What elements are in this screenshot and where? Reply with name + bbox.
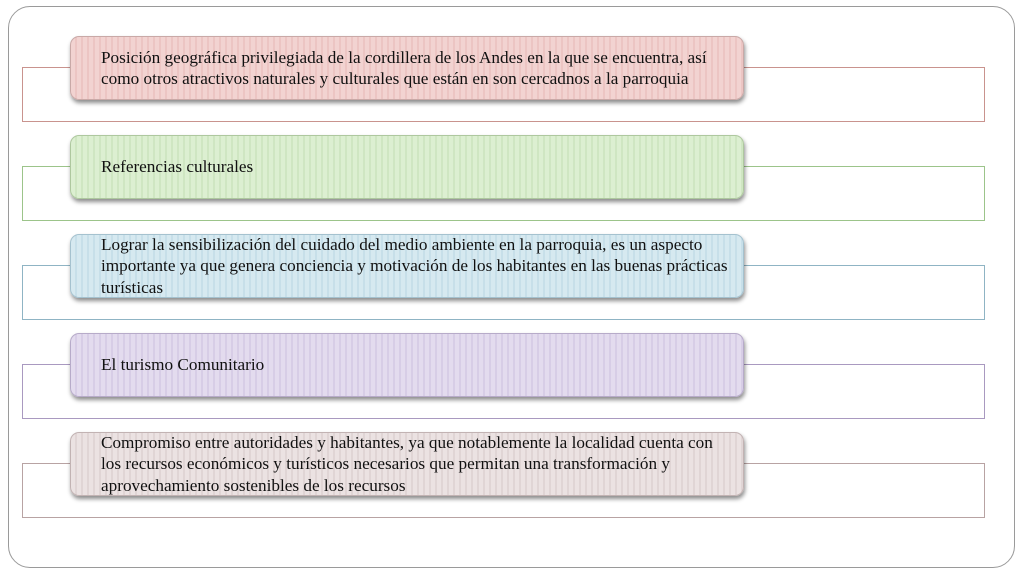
item-box-1 bbox=[70, 36, 744, 100]
item-box-3 bbox=[70, 234, 744, 298]
item-text-4: El turismo Comunitario bbox=[101, 355, 265, 375]
item-text-5: Compromiso entre autoridades y habitantes, ya que notablemente la localidad cuenta con los recursos económicos y turísticos necesarios que permitan una transformación y aprovechamiento sostenibles de los recursos bbox=[101, 432, 713, 495]
item-text-3: Lograr la sensibilización del cuidado del medio ambiente en la parroquia, es un aspecto importante ya que genera conciencia y motivación de los habitantes en las buenas prácticas turísticas bbox=[101, 234, 728, 297]
item-box-2 bbox=[70, 135, 744, 199]
item-box-5 bbox=[70, 432, 744, 496]
item-text-1: Posición geográfica privilegiada de la cordillera de los Andes en la que se encuentra, así como otros atractivos naturales y culturales que están en son cercadnos a la parroquia bbox=[101, 47, 707, 88]
item-box-4 bbox=[70, 333, 744, 397]
item-text-2: Referencias culturales bbox=[101, 157, 254, 177]
